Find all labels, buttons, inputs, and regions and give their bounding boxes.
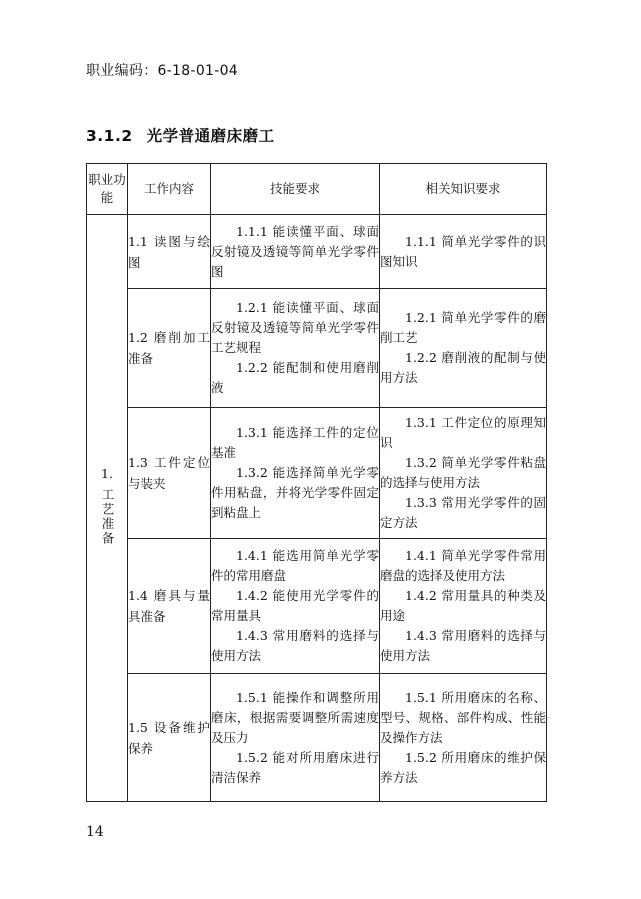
- work-content-cell: 1.2 磨削加工准备: [128, 289, 211, 408]
- page-number: 14: [86, 824, 104, 840]
- skill-item: 1.2.1 能读懂平面、球面反射镜及透镜等简单光学零件工艺规程: [211, 300, 379, 355]
- skill-item: 1.3.1 能选择工件的定位基准: [211, 425, 379, 460]
- skill-item: 1.5.2 能对所用磨床进行清洁保养: [211, 749, 379, 785]
- section-heading: [86, 124, 275, 146]
- knowledge-item: 1.1.1 简单光学零件的识图知识: [380, 233, 546, 269]
- function-name: 工艺准备: [100, 488, 115, 546]
- skill-cell: [211, 539, 380, 674]
- knowledge-cell: [380, 674, 547, 802]
- knowledge-item: 1.2.2 磨削液的配制与使用方法: [380, 350, 546, 385]
- knowledge-item: 1.2.1 简单光学零件的磨削工艺: [380, 310, 546, 345]
- header-skill: 技能要求: [211, 164, 380, 215]
- skill-item: 1.4.3 常用磨料的选择与使用方法: [211, 628, 379, 663]
- skill-standard-table: [86, 163, 547, 802]
- knowledge-item: 1.5.1 所用磨床的名称、型号、规格、部件构成、性能及操作方法: [380, 689, 546, 745]
- section-title-text: 光学普通磨床磨工: [146, 127, 275, 145]
- knowledge-item: 1.5.2 所用磨床的维护保养方法: [380, 749, 546, 785]
- work-content-cell: 1.3 工件定位与装夹: [128, 408, 211, 539]
- knowledge-cell: [380, 215, 547, 289]
- knowledge-cell: [380, 539, 547, 674]
- knowledge-item: 1.3.3 常用光学零件的固定方法: [380, 495, 546, 530]
- knowledge-item: 1.3.1 工件定位的原理知识: [380, 415, 546, 450]
- knowledge-item: 1.4.1 简单光学零件常用磨盘的选择及使用方法: [380, 548, 546, 583]
- skill-item: 1.2.2 能配制和使用磨削液: [211, 360, 379, 395]
- knowledge-cell: [380, 408, 547, 539]
- section-number: 3.1.2: [86, 127, 133, 145]
- skill-cell: [211, 408, 380, 539]
- skill-cell: [211, 674, 380, 802]
- skill-item: 1.5.1 能操作和调整所用磨床，根据需要调整所需速度及压力: [211, 689, 379, 745]
- table-header-row: [87, 164, 547, 215]
- function-number: 1.: [101, 466, 113, 481]
- work-content-cell: 1.5 设备维护保养: [128, 674, 211, 802]
- header-knowledge: 相关知识要求: [380, 164, 547, 215]
- header-work: 工作内容: [128, 164, 211, 215]
- knowledge-item: 1.4.2 常用量具的种类及用途: [380, 588, 546, 623]
- table-row: [87, 539, 547, 674]
- occupation-code: 职业编码：6-18-01-04: [86, 63, 239, 79]
- knowledge-item: 1.3.2 简单光学零件粘盘的选择与使用方法: [380, 455, 546, 490]
- knowledge-item: 1.4.3 常用磨料的选择与使用方法: [380, 628, 546, 663]
- table-row: [87, 289, 547, 408]
- table-row: [87, 674, 547, 802]
- skill-item: 1.4.1 能选用简单光学零件的常用磨盘: [211, 548, 379, 583]
- table-row: [87, 215, 547, 289]
- table-row: [87, 408, 547, 539]
- function-cell: [87, 215, 128, 802]
- work-content-cell: 1.4 磨具与量具准备: [128, 539, 211, 674]
- skill-cell: [211, 215, 380, 289]
- skill-item: 1.1.1 能读懂平面、球面反射镜及透镜等简单光学零件图: [211, 223, 379, 279]
- header-function: 职业功能: [87, 164, 128, 215]
- skill-cell: [211, 289, 380, 408]
- skill-item: 1.4.2 能使用光学零件的常用量具: [211, 588, 379, 623]
- skill-item: 1.3.2 能选择简单光学零件用粘盘，并将光学零件固定到粘盘上: [211, 465, 379, 520]
- knowledge-cell: [380, 289, 547, 408]
- work-content-cell: 1.1 读图与绘图: [128, 215, 211, 289]
